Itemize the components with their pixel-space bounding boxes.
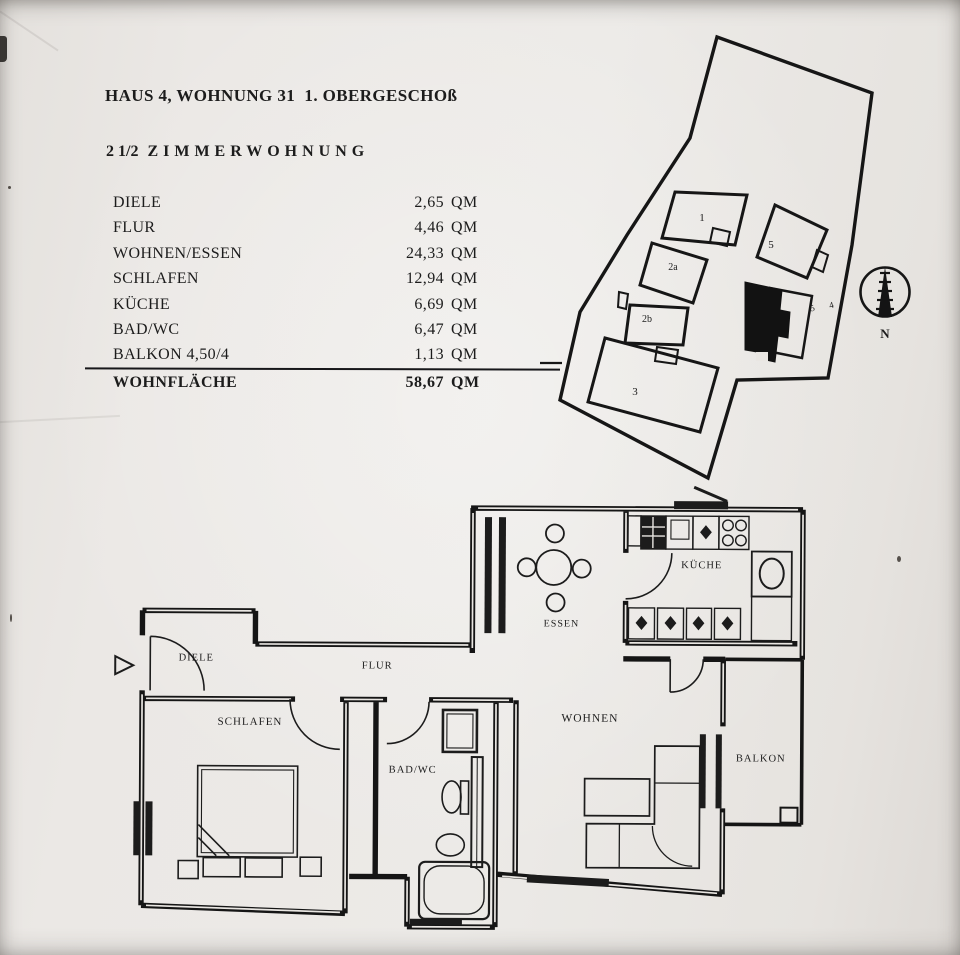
cabinet-diamond: [701, 526, 711, 538]
total-label: WOHNFLÄCHE: [113, 374, 238, 391]
room-label: BALKON 4,50/4: [113, 346, 230, 364]
label-essen: ESSEN: [543, 618, 580, 630]
building-4-notch: [756, 352, 768, 361]
table-total-row: [113, 374, 485, 392]
kitchen-cabinet: [751, 596, 791, 640]
subtitle-word: ZIMMERWOHNUNG: [147, 143, 370, 160]
essen-window: [484, 517, 492, 633]
building-5-label: 5: [768, 239, 774, 251]
table-row: [113, 270, 485, 295]
building-2a-label: 2a: [668, 262, 678, 273]
building-3-outline: [588, 338, 718, 432]
bed: [197, 766, 297, 858]
nightstand: [300, 857, 321, 876]
nightstand: [178, 861, 198, 879]
room-label: KÜCHE: [113, 295, 171, 313]
table-row: [113, 321, 485, 346]
kueche-window: [674, 501, 728, 509]
site-plan-drawing: [535, 20, 915, 490]
corner-sofa: [586, 746, 700, 869]
kueche-units: [627, 516, 792, 641]
room-area-unit: QM: [451, 320, 478, 338]
coffee-table: [584, 779, 649, 816]
sofa-cushion-lines: [619, 783, 699, 868]
burner: [723, 520, 734, 531]
building-2a-outline: [640, 243, 707, 303]
sink-basin: [760, 559, 784, 589]
schlafen-furniture: [178, 766, 322, 880]
room-area-table: [113, 194, 485, 372]
radiator-line: [477, 757, 478, 867]
label-wohnen: WOHNEN: [561, 712, 619, 725]
washing-machine: [443, 710, 477, 752]
balcony-door-frame: [716, 734, 722, 808]
label-diele: DIELE: [178, 652, 214, 664]
total-value: 58,67: [405, 374, 444, 391]
building-1-label: 1: [699, 212, 705, 224]
building-3-label: 3: [632, 386, 638, 398]
washing-machine-inner: [447, 714, 473, 748]
table-row: [113, 245, 485, 270]
dining-chair: [546, 524, 564, 542]
burner: [736, 535, 747, 546]
balcony-parapet: [722, 659, 802, 824]
bed-footboard: [245, 858, 282, 877]
room-area-unit: QM: [451, 346, 478, 364]
compass-north-label: N: [880, 326, 890, 341]
table-row: [113, 296, 485, 321]
compass-rose: [861, 267, 910, 341]
label-schlafen: SCHLAFEN: [217, 715, 283, 729]
floor-plan-drawing: [99, 468, 832, 955]
parcel-boundary: [560, 37, 872, 478]
building-2b-outline: [625, 305, 688, 345]
edge-label-4: 4: [827, 299, 835, 311]
schlafen-window: [145, 801, 152, 855]
edge-label-5: 5: [808, 302, 816, 314]
label-kueche: KÜCHE: [681, 560, 723, 572]
building-2b-label: 2b: [642, 314, 652, 325]
room-area-value: 4,46: [414, 219, 444, 237]
room-area-value: 2,65: [414, 194, 444, 211]
toilet-bowl: [442, 781, 461, 813]
kitchen-cabinet-inner: [671, 520, 689, 539]
cabinet-diamond: [636, 617, 646, 629]
cabinet-diamond: [693, 617, 703, 629]
bad-fixtures: [419, 710, 490, 919]
bathtub-inner: [424, 866, 484, 914]
sink: [436, 834, 464, 856]
room-area-unit: QM: [451, 244, 478, 262]
apartment-type-subtitle: [106, 143, 369, 161]
table-row: [113, 219, 485, 244]
room-label: WOHNEN/ESSEN: [113, 244, 243, 262]
essen-window: [498, 517, 506, 633]
kitchen-cabinet: [628, 516, 641, 546]
subtitle-prefix: 2 1/2: [106, 143, 139, 160]
wohnen-window: [527, 874, 609, 887]
room-area-value: 6,47: [414, 320, 444, 338]
balcony-corner-notch: [780, 808, 797, 823]
label-bad-wc: BAD/WC: [388, 764, 437, 776]
room-label: DIELE: [113, 194, 162, 211]
page-title: HAUS 4, WOHNUNG 31 1. OBERGESCHOß: [105, 86, 458, 105]
dining-chair: [518, 558, 536, 576]
room-area-unit: QM: [451, 194, 478, 211]
room-area-value: 24,33: [406, 244, 444, 262]
dining-chair: [547, 593, 565, 611]
room-area-value: 6,69: [414, 295, 444, 313]
label-balkon: BALKON: [735, 753, 786, 765]
paper-speck: [897, 556, 901, 562]
dining-table: [536, 550, 571, 585]
room-area-unit: QM: [451, 219, 478, 237]
room-label: FLUR: [113, 219, 156, 237]
room-labels: [178, 557, 787, 778]
bed-footboard: [203, 858, 240, 877]
room-area-value: 1,13: [414, 346, 444, 364]
room-label: SCHLAFEN: [113, 270, 199, 288]
room-area-unit: QM: [451, 295, 478, 313]
essen-furniture: [518, 524, 591, 611]
entrance-arrow-icon: [115, 656, 133, 674]
burner: [736, 520, 747, 531]
paper-crease: [0, 11, 59, 52]
scan-tick-mark: [694, 487, 727, 501]
table-row: [113, 194, 485, 219]
dining-chair: [573, 560, 591, 578]
label-flur: FLUR: [361, 660, 393, 672]
cabinet-diamond: [665, 617, 675, 629]
building-5-annex: [812, 250, 828, 272]
bed-blanket-fold: [198, 825, 229, 856]
paper-speck: [8, 186, 11, 189]
schlafen-window: [133, 801, 140, 855]
paper-crease: [0, 415, 120, 423]
building-4-filled: [745, 282, 790, 362]
room-area-value: 12,94: [406, 270, 444, 288]
scan-edge-mark: [0, 36, 7, 62]
paper-speck: [10, 614, 12, 622]
burner: [723, 535, 734, 546]
building-2b-annex: [618, 292, 628, 309]
total-unit: QM: [451, 374, 480, 391]
room-area-unit: QM: [451, 270, 478, 288]
wohnen-furniture: [584, 746, 700, 869]
room-label: BAD/WC: [113, 320, 180, 338]
cabinet-diamond: [722, 617, 732, 629]
